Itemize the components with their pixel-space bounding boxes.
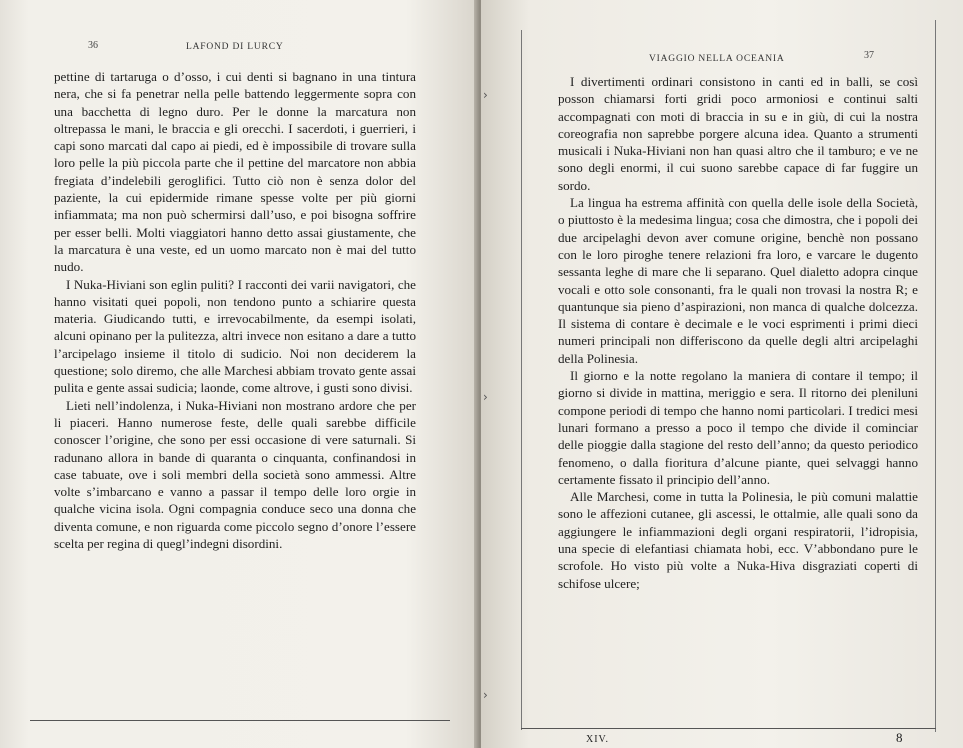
left-bottom-rule (30, 720, 450, 721)
page-edge-tick-top: › (483, 88, 488, 102)
right-paragraph-4: Alle Marchesi, come in tutta la Polinesia, le più comuni malattie sono le affezioni cutanee, gli ascessi, le ottalmie, alle quali sono da aggiungere le infiammazioni degli organi respiratorii, l’idropisia, una specie di elefantiasi chiamata hobi, ecc. V’abbondano pure le scrofole. Ho visto più volte a Nuka-Hiva disgraziati coperti di schifose ulcere; (558, 489, 918, 591)
right-paragraph-1: I divertimenti ordinari consistono in canti ed in balli, se così posson chiamarsi forti gridi poco armoniosi e continui salti accompagnati con moti di braccia in su e in giù, di cui la nostra coreografia non saprebbe porgere alcuna idea. Quanto a strumenti musicali i Nuka-Hiviani non han quasi altro che il tamburo; e ve ne sono degli enormi, il cui suono sarebbe capace di far fuggire un sordo. (558, 74, 918, 193)
right-paragraph-3: Il giorno e la notte regolano la maniera di contare il tempo; il giorno si divide in mattina, meriggio e sera. Il ritorno dei pleniluni compone periodi di tempo che hanno nomi particolari. I tredici mesi lunari formano a presso a poco il tempo che divide il cominciar delle pioggie dalla stagione del resto dell’anno; da questo periodico fenomeno, o dalla fioritura d’alcune piante, quei selvaggi hanno certamente fissato il principio dell’anno. (558, 368, 918, 487)
footer-number: 8 (896, 730, 903, 745)
left-paragraph-2: I Nuka-Hiviani son eglin puliti? I racconti dei varii navigatori, che hanno visitati quei popoli, non tendono punto a schiarire questa materia. Giudicando tutti, e irrevocabilmente, da esempi isolati, alcuni opinano per la pulitezza, altri invece non esitano a dare a tutto l’arcipelago insieme il titolo di sudicio. Noi non deciderem la questione; solo diremo, che alle Marchesi abbiam trovato gente assai pulita e gente assai sudicia; laonde, come altrove, i gusti sono divisi. (54, 276, 416, 396)
right-left-frame-rule (521, 30, 522, 730)
page-edge-tick-middle: › (483, 390, 488, 404)
right-bottom-rule (521, 728, 936, 729)
left-paragraph-3: Lieti nell’indolenza, i Nuka-Hiviani non mostrano ardore che per li piaceri. Hanno numerose feste, delle quali sarebbe difficile conoscer l’origine, che sono per essi occasione di vere saturnali. Si radunano allora in bande di quaranta o cinquanta, confinandosi in case tabuate, ove i soli membri della società sono ammessi. Altre volte s’imbarcano e vanno a passar il tempo delle loro orgie in qualche vicina isola. Ogni compagnia conduce seco una donna che diventa comune, e non riguarda come piccolo segno d’onore l’essere scelta per regina di quegl’indegni disordini. (54, 397, 416, 552)
right-page (481, 0, 963, 748)
left-page-number: 36 (88, 40, 98, 51)
signature-mark: XIV. (586, 734, 609, 745)
right-page-number: 37 (864, 50, 874, 61)
left-page (0, 0, 478, 748)
left-page-body (54, 68, 416, 552)
right-right-frame-rule (935, 20, 936, 732)
page-edge-tick-bottom: › (483, 688, 488, 702)
left-running-head: LAFOND DI LURCY (186, 42, 284, 52)
right-paragraph-2: La lingua ha estrema affinità con quella delle isole della Società, o piuttosto è la medesima lingua; cosa che dimostra, che i popoli dei due arcipelaghi devon aver comune origine, benchè non possano con le loro piroghe tenere relazioni fra loro, e varcare le dugento sessanta leghe di mare che li separano. Quel dialetto adopra cinque vocali e otto sole consonanti, fra le quali non trovasi la nostra R; e quantunque sia pieno d’aspirazioni, non manca di qualche dolcezza. Il sistema di contare è decimale e le voci esprimenti i primi dieci numeri principali non differiscono da quelle degli altri arcipelaghi della Polinesia. (558, 195, 918, 366)
right-running-head: VIAGGIO NELLA OCEANIA (649, 54, 785, 64)
left-paragraph-1: pettine di tartaruga o d’osso, i cui denti si bagnano in una tintura nera, che si fa penetrar nella pelle battendo leggermente sopra con una bacchetta di legno duro. Per le donne la marcatura non oltrepassa le mani, le braccia e gli orecchi. I sacerdoti, i guerrieri, i capi sono marcati dal capo ai piedi, ed è impossibile di trovare sulla loro pelle la più piccola parte che il pettine del marcatore non abbia fregiata d’indelebili geroglifici. Tutto ciò non è senza dolor del paziente, la cui epidermide rimane spesse volte per più giorni infiammata; ma non può schermirsi dall’uso, e poi bisogna soffrire per esser belli. Molti viaggiatori hanno detto assai giustamente, che la marcatura è una veste, ed un uomo marcato non è mai del tutto nudo. (54, 69, 416, 275)
right-page-body (558, 73, 918, 592)
